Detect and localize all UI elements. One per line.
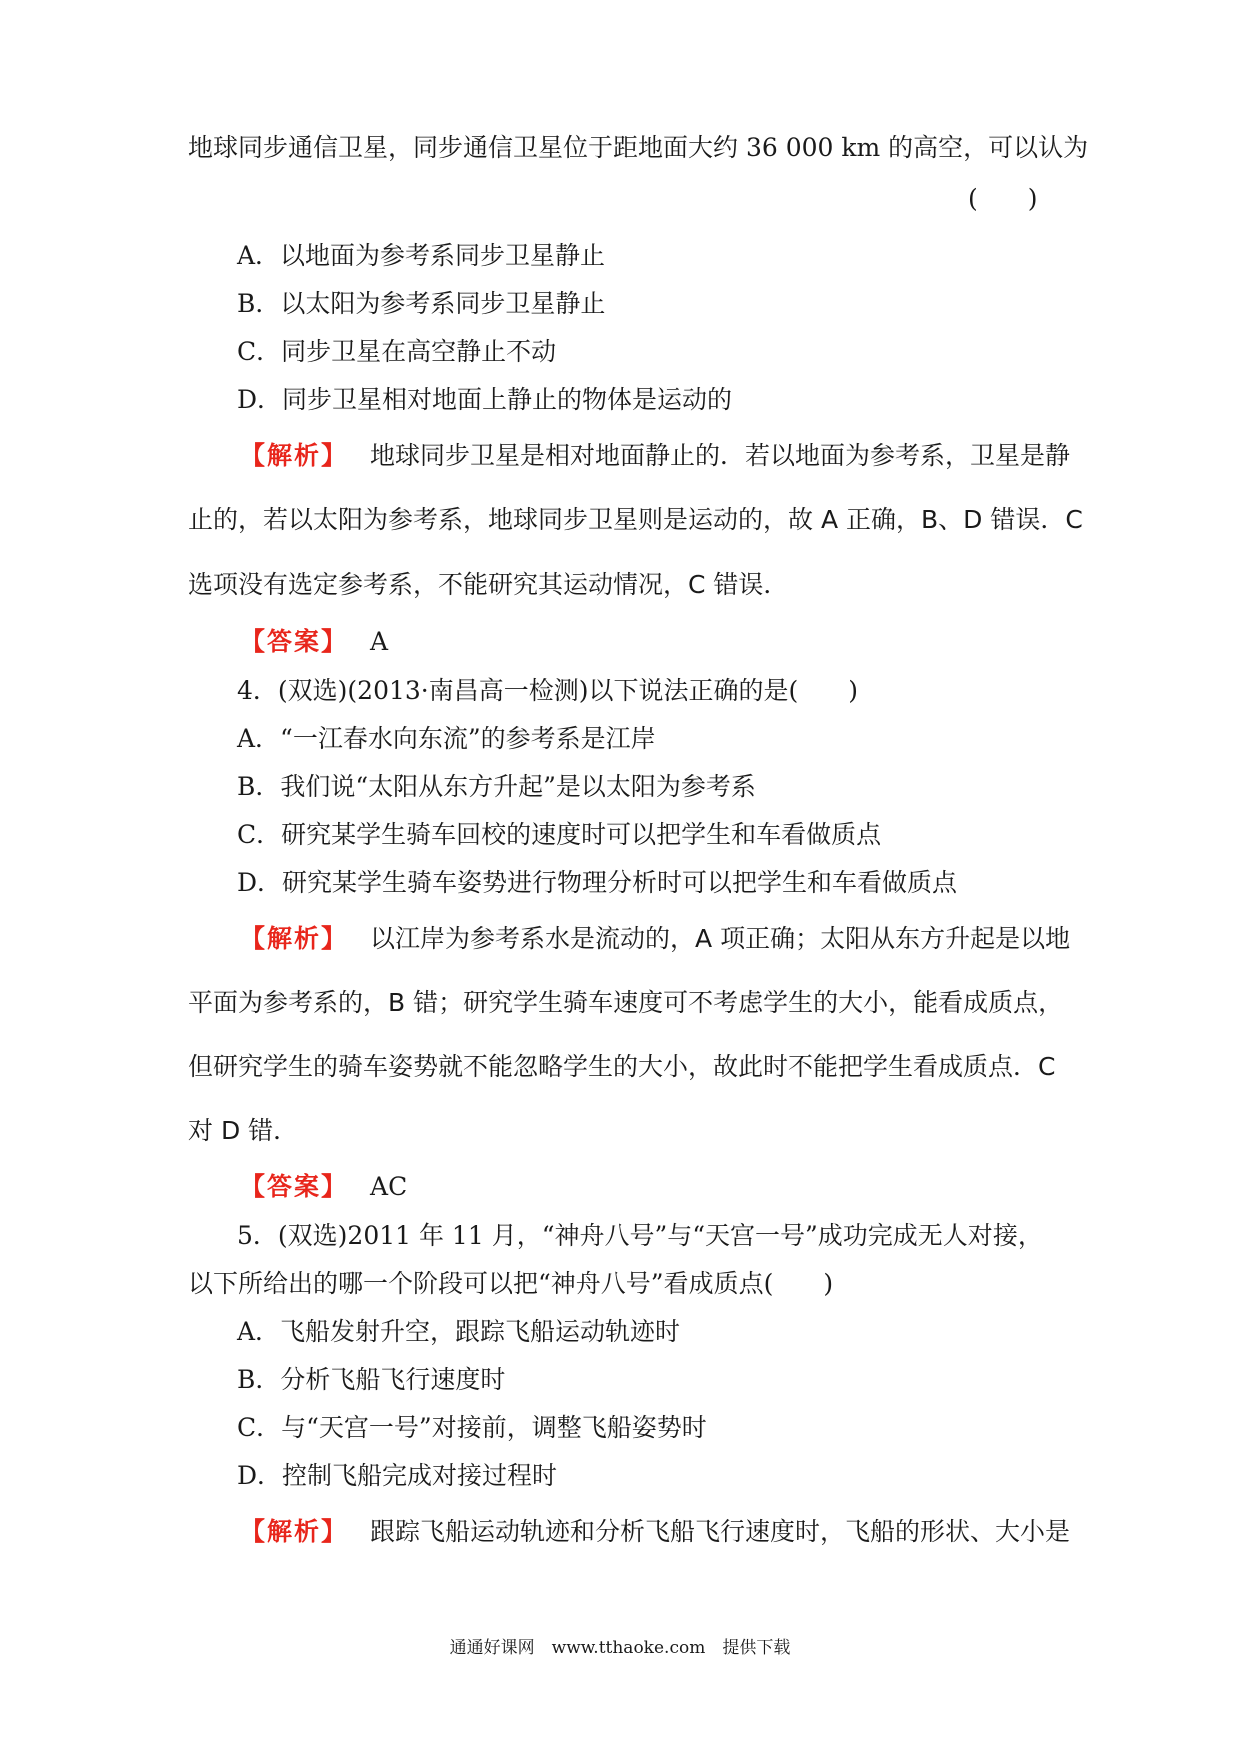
q3-option-d: D．同步卫星相对地面上静止的物体是运动的 xyxy=(237,385,733,414)
q3-stem-line: 地球同步通信卫星，同步通信卫星位于距地面大约 36 000 km 的高空，可以认为 xyxy=(188,133,1089,162)
analysis-label: 【解析】 xyxy=(240,1517,349,1546)
q4-option-b: B．我们说“太阳从东方升起”是以太阳为参考系 xyxy=(237,772,756,801)
q5-option-a: A．飞船发射升空，跟踪飞船运动轨迹时 xyxy=(237,1317,681,1346)
q3-option-b: B．以太阳为参考系同步卫星静止 xyxy=(237,289,606,318)
q3-answer-line xyxy=(240,625,1140,659)
q3-answer-blank: ( ) xyxy=(968,184,1038,213)
analysis-text: 以江岸为参考系水是流动的，A 项正确；太阳从东方升起是以地 xyxy=(370,924,1071,953)
q4-option-a: A．“一江春水向东流”的参考系是江岸 xyxy=(237,724,656,753)
answer-value: AC xyxy=(370,1172,408,1201)
page-footer: 通通好课网 www.tthaoke.com 提供下载 xyxy=(449,1638,791,1658)
q3-analysis-line-1 xyxy=(240,439,1140,473)
answer-label: 【答案】 xyxy=(240,1172,349,1201)
analysis-label: 【解析】 xyxy=(240,441,349,470)
q5-stem-line-2: 以下所给出的哪一个阶段可以把“神舟八号”看成质点( ) xyxy=(188,1269,834,1298)
answer-label: 【答案】 xyxy=(240,627,349,656)
analysis-label: 【解析】 xyxy=(240,924,349,953)
analysis-text: 地球同步卫星是相对地面静止的．若以地面为参考系，卫星是静 xyxy=(370,441,1071,470)
q3-option-c: C．同步卫星在高空静止不动 xyxy=(237,337,557,366)
analysis-text: 跟踪飞船运动轨迹和分析飞船飞行速度时，飞船的形状、大小是 xyxy=(370,1517,1071,1546)
q5-stem-line-1: 5．(双选)2011 年 11 月，“神舟八号”与“天宫一号”成功完成无人对接， xyxy=(237,1221,1043,1250)
q5-option-d: D．控制飞船完成对接过程时 xyxy=(237,1461,558,1490)
q5-analysis-line-1 xyxy=(240,1515,1140,1549)
q4-analysis-line-4: 对 D 错． xyxy=(188,1116,299,1145)
q3-analysis-line-2: 止的，若以太阳为参考系，地球同步卫星则是运动的，故 A 正确，B、D 错误．C xyxy=(188,505,1083,534)
q5-option-b: B．分析飞船飞行速度时 xyxy=(237,1365,506,1394)
q4-analysis-line-2: 平面为参考系的，B 错；研究学生骑车速度可不考虑学生的大小，能看成质点， xyxy=(188,988,1064,1017)
answer-value: A xyxy=(370,627,389,656)
q4-analysis-line-3: 但研究学生的骑车姿势就不能忽略学生的大小，故此时不能把学生看成质点．C xyxy=(188,1052,1056,1081)
q4-option-c: C．研究某学生骑车回校的速度时可以把学生和车看做质点 xyxy=(237,820,882,849)
q4-stem: 4．(双选)(2013·南昌高一检测)以下说法正确的是( ) xyxy=(237,676,858,705)
q5-option-c: C．与“天宫一号”对接前，调整飞船姿势时 xyxy=(237,1413,707,1442)
q3-option-a: A．以地面为参考系同步卫星静止 xyxy=(237,241,606,270)
q4-option-d: D．研究某学生骑车姿势进行物理分析时可以把学生和车看做质点 xyxy=(237,868,958,897)
q3-analysis-line-3: 选项没有选定参考系，不能研究其运动情况，C 错误． xyxy=(188,570,789,599)
q4-analysis-line-1 xyxy=(240,922,1140,956)
q4-answer-line xyxy=(240,1170,1140,1204)
